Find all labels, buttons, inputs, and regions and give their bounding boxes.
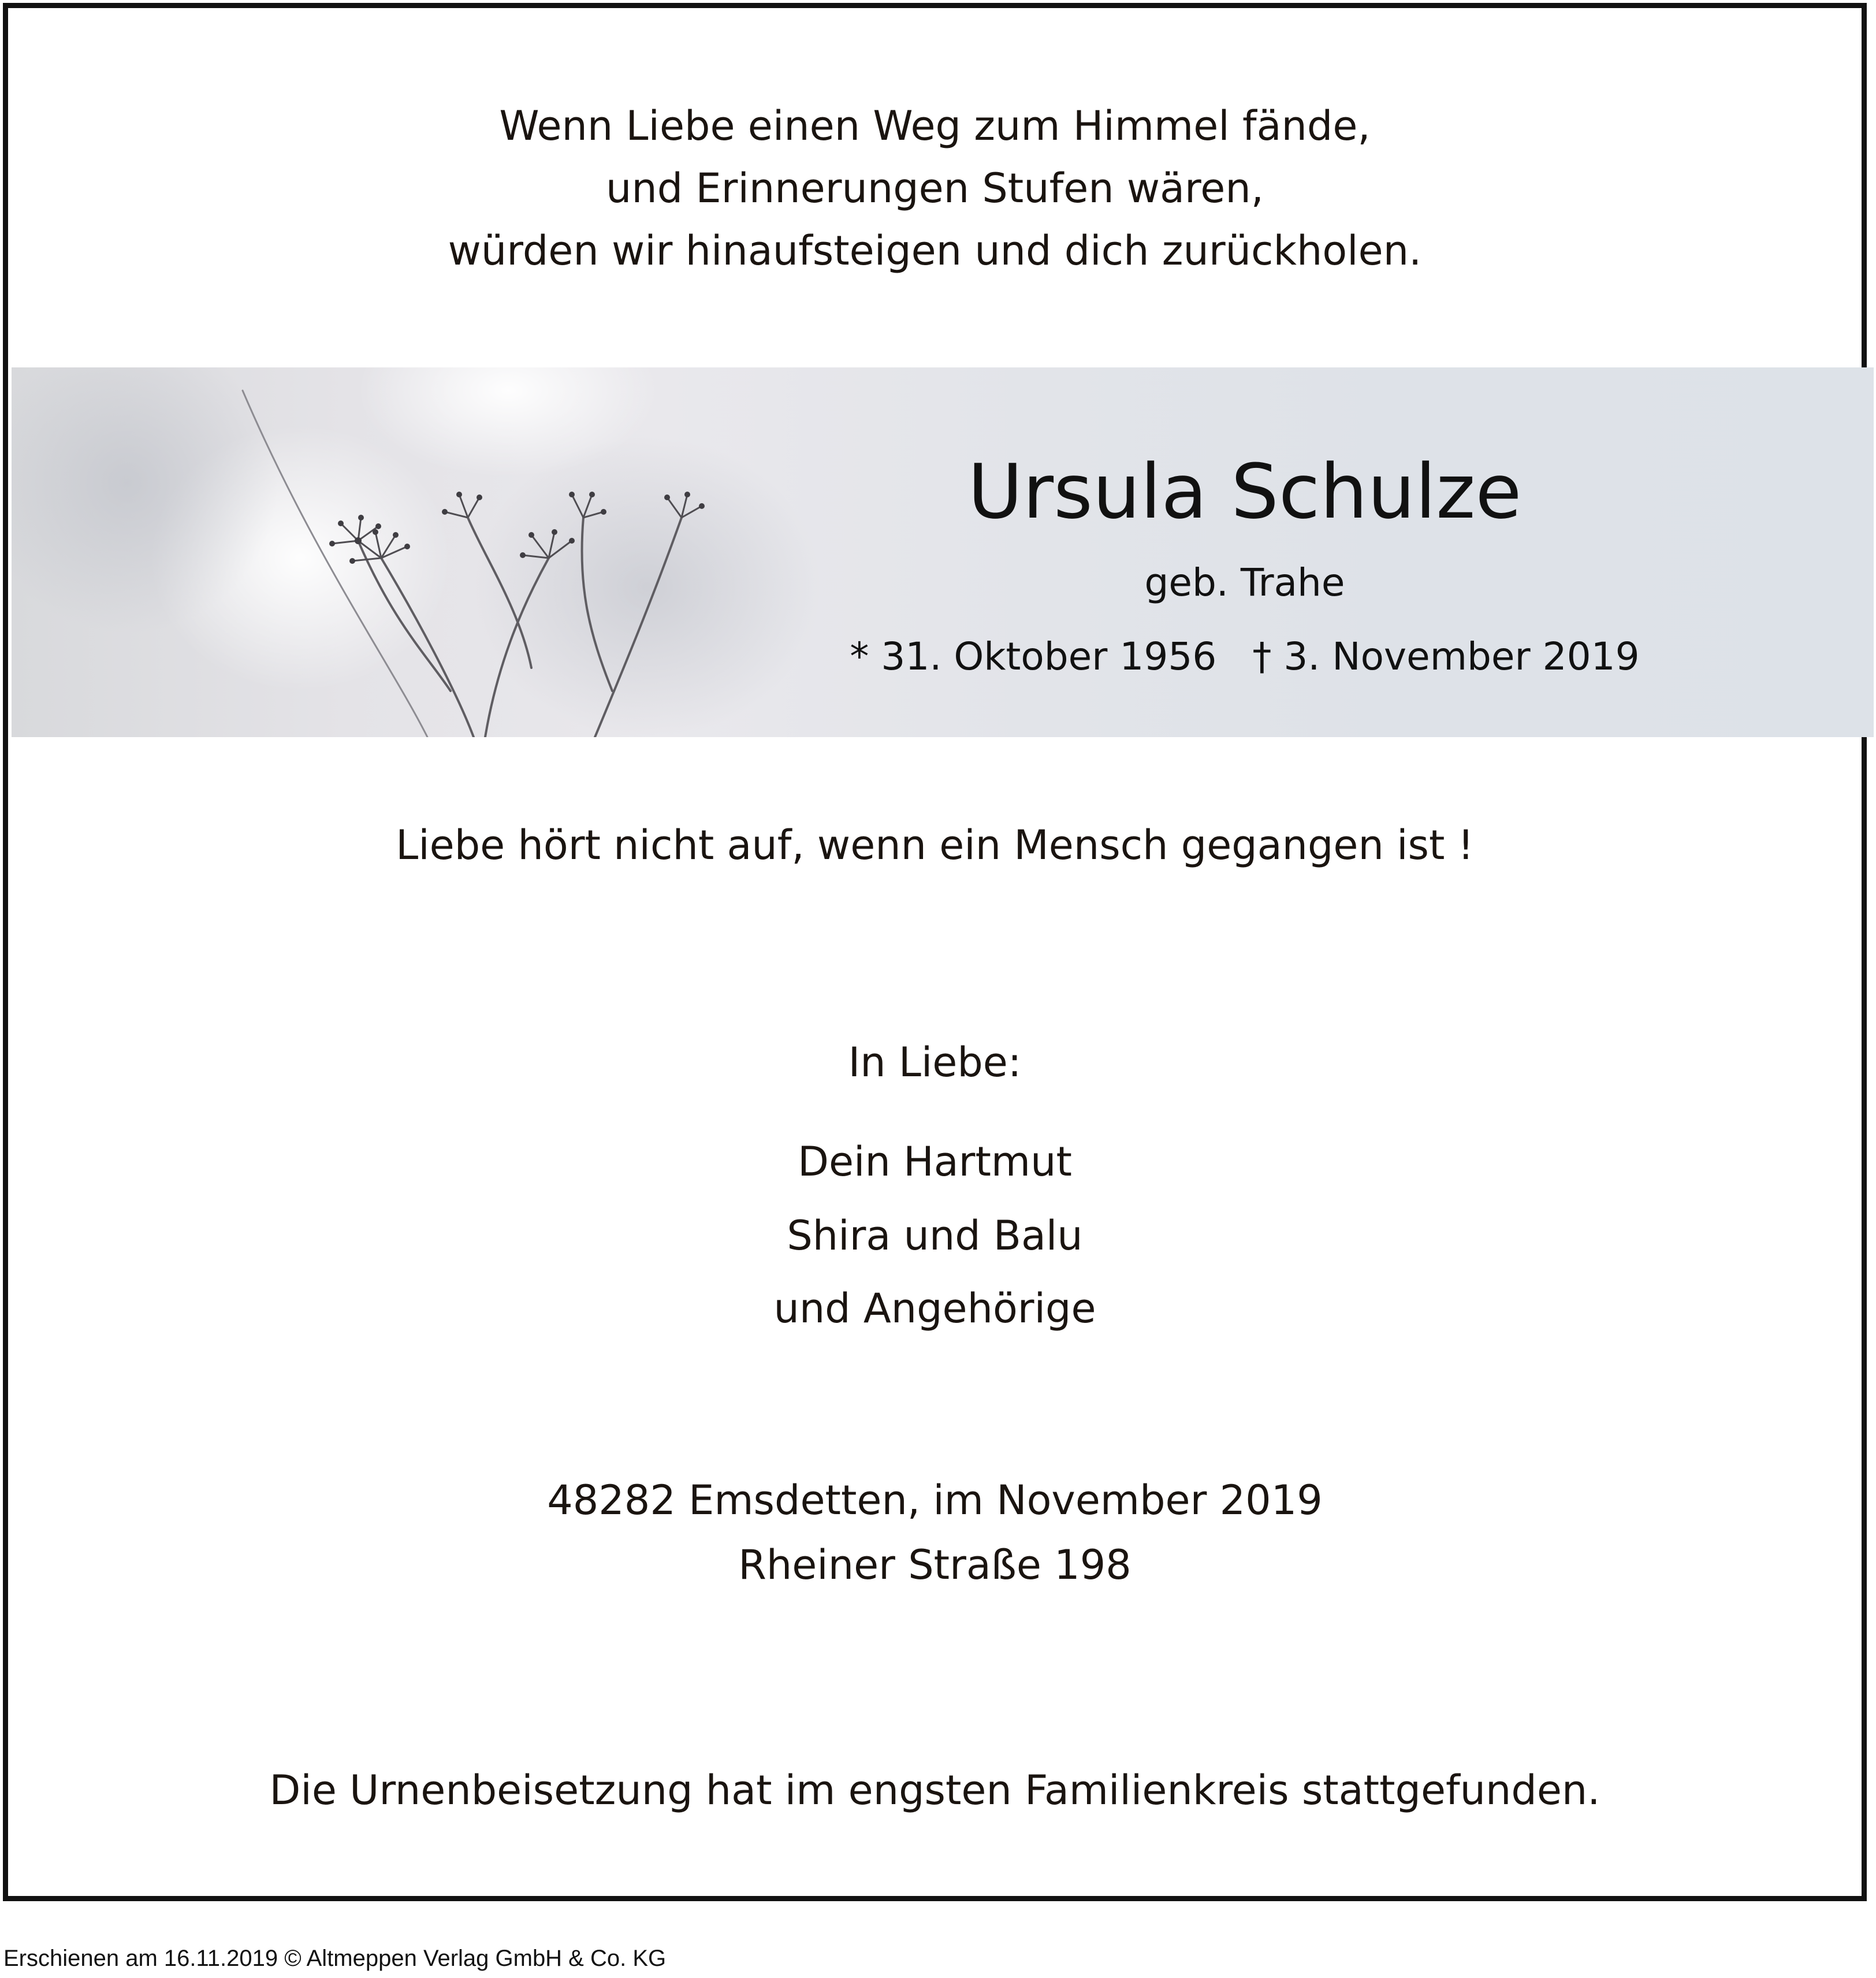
- publication-footer: Erschienen am 16.11.2019 © Altmeppen Verlag GmbH & Co. KG: [3, 1946, 667, 1971]
- memorial-quote: Liebe hört nicht auf, wenn ein Mensch gegangen ist !: [396, 821, 1474, 869]
- mourner-name: Dein Hartmut: [798, 1138, 1072, 1185]
- poem-line: Wenn Liebe einen Weg zum Himmel fände,: [499, 102, 1371, 150]
- life-dates: [809, 634, 1681, 679]
- mourners-intro: In Liebe:: [848, 1039, 1022, 1086]
- burial-notice: Die Urnenbeisetzung hat im engsten Familienkreis stattgefunden.: [269, 1767, 1600, 1814]
- name-banner: [12, 367, 1874, 737]
- poem-line: und Erinnerungen Stufen wären,: [606, 165, 1264, 212]
- mourner-name: Shira und Balu: [787, 1212, 1083, 1259]
- poem: [8, 95, 1862, 282]
- deceased-name: Ursula Schulze: [967, 448, 1522, 536]
- address-line: 48282 Emsdetten, im November 2019: [547, 1477, 1323, 1524]
- death-date: † 3. November 2019: [1252, 634, 1640, 679]
- birth-date: * 31. Oktober 1956: [850, 634, 1217, 679]
- obituary-frame: [3, 3, 1867, 1901]
- dried-flower-image: [12, 367, 1874, 737]
- maiden-name: geb. Trahe: [1144, 560, 1345, 605]
- mourner-name: und Angehörige: [773, 1285, 1096, 1332]
- address-line: Rheiner Straße 198: [738, 1541, 1131, 1589]
- poem-line: würden wir hinaufsteigen und dich zurückholen.: [448, 227, 1422, 274]
